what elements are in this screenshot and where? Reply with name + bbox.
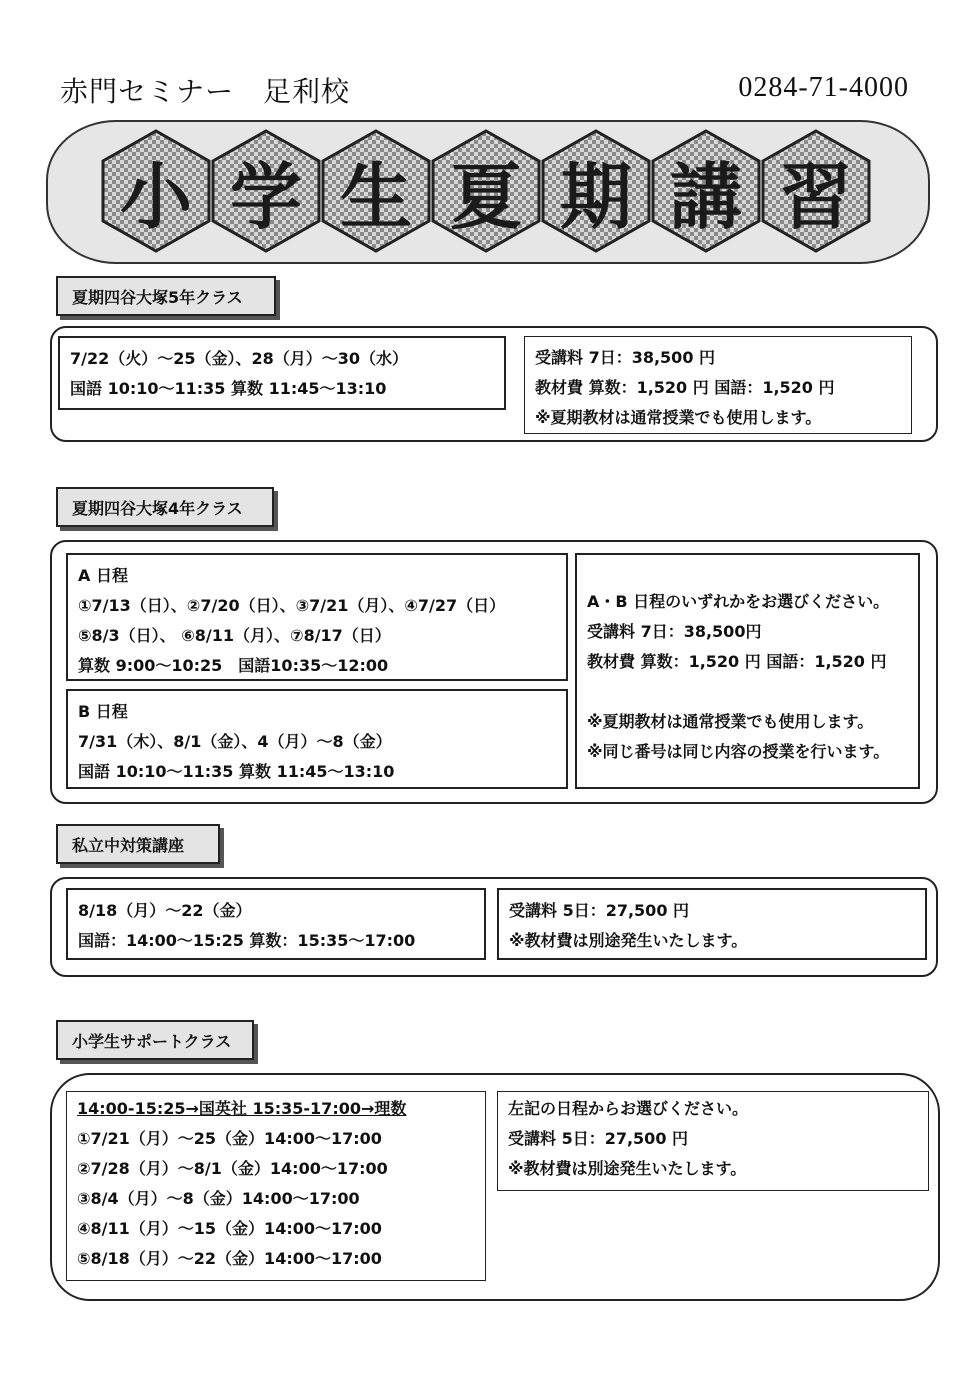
- title-hex-7: [760, 128, 872, 254]
- private-prep-schedule: [66, 888, 486, 960]
- support-schedule: [66, 1091, 486, 1281]
- grade4-a-line: 算数 9:00～10:25 国語10:35～12:00: [78, 656, 389, 675]
- section-title-grade5: 夏期四谷大塚5年クラス: [56, 276, 276, 316]
- title-hex-3: [320, 128, 432, 254]
- grade4-fee-line: A・B 日程のいずれかをお選びください。: [587, 592, 890, 611]
- private-prep-line: 8/18（月）～22（金）: [78, 901, 252, 920]
- grade4-schedule-a: [66, 553, 568, 681]
- title-char: 小: [119, 155, 192, 239]
- support-fees: [497, 1091, 929, 1191]
- grade4-a-line: ①7/13（日）、②7/20（日）、③7/21（月）、④7/27（日）: [78, 596, 506, 615]
- grade4-fee-spacer: [587, 677, 908, 707]
- title-hex-4: [430, 128, 542, 254]
- grade5-fee-line: 教材費 算数：1,520 円 国語：1,520 円: [535, 378, 835, 397]
- support-fee-line: 受講料 5日：27,500 円: [508, 1129, 689, 1148]
- support-fee-line: 左記の日程からお選びください。: [508, 1099, 749, 1118]
- title-char: 夏: [449, 155, 522, 239]
- support-line: ⑤8/18（月）～22（金）14:00～17:00: [77, 1249, 382, 1268]
- section-title-grade4: 夏期四谷大塚4年クラス: [56, 487, 274, 527]
- grade4-schedule-b: [66, 689, 568, 789]
- grade4-a-line: A 日程: [78, 566, 128, 585]
- title-char: 期: [559, 155, 632, 239]
- title-hex-5: [540, 128, 652, 254]
- private-prep-fees: [497, 888, 927, 960]
- title-char: 講: [669, 155, 742, 239]
- support-line: ①7/21（月）～25（金）14:00～17:00: [77, 1129, 382, 1148]
- school-name: 赤門セミナー 足利校: [60, 75, 351, 108]
- support-line: ④8/11（月）～15（金）14:00～17:00: [77, 1219, 382, 1238]
- title-char: 生: [339, 155, 412, 239]
- grade5-schedule-line: 国語 10:10～11:35 算数 11:45～13:10: [70, 379, 387, 398]
- grade5-schedule: [58, 336, 506, 410]
- support-line: ②7/28（月）～8/1（金）14:00～17:00: [77, 1159, 388, 1178]
- phone-number: 0284-71-4000: [738, 72, 909, 103]
- title-hex-2: [210, 128, 322, 254]
- grade4-fee-line: ※夏期教材は通常授業でも使用します。: [587, 712, 874, 731]
- grade5-fees: [524, 336, 912, 434]
- title-hex-6: [650, 128, 762, 254]
- grade4-b-line: B 日程: [78, 702, 128, 721]
- section-title-private-prep: 私立中対策講座: [56, 824, 220, 864]
- support-fee-line: ※教材費は別途発生いたします。: [508, 1159, 747, 1178]
- private-prep-fee-line: 受講料 5日：27,500 円: [509, 901, 690, 920]
- title-hexagons: [100, 128, 880, 254]
- support-subject-split: 14:00-15:25→国英社 15:35-17:00→理数: [77, 1099, 407, 1118]
- grade4-a-line: ⑤8/3（日）、 ⑥8/11（月）、⑦8/17（日）: [78, 626, 391, 645]
- grade4-fee-line: 教材費 算数：1,520 円 国語：1,520 円: [587, 652, 887, 671]
- grade4-fee-line: 受講料 7日：38,500円: [587, 622, 762, 641]
- title-char: 学: [229, 155, 302, 239]
- private-prep-line: 国語：14:00～15:25 算数：15:35～17:00: [78, 931, 416, 950]
- grade4-b-line: 7/31（木）、8/1（金）、4（月）～8（金）: [78, 732, 392, 751]
- grade5-fee-line: ※夏期教材は通常授業でも使用します。: [535, 408, 822, 427]
- private-prep-fee-line: ※教材費は別途発生いたします。: [509, 931, 748, 950]
- support-line: ③8/4（月）～8（金）14:00～17:00: [77, 1189, 360, 1208]
- grade4-fee-line: ※同じ番号は同じ内容の授業を行います。: [587, 742, 890, 761]
- grade5-schedule-line: 7/22（火）～25（金）、28（月）～30（水）: [70, 349, 409, 368]
- title-hex-1: [100, 128, 212, 254]
- grade4-fees: [575, 553, 920, 789]
- title-char: 習: [779, 155, 852, 239]
- grade4-b-line: 国語 10:10～11:35 算数 11:45～13:10: [78, 762, 395, 781]
- grade5-fee-line: 受講料 7日：38,500 円: [535, 348, 716, 367]
- section-title-support: 小学生サポートクラス: [56, 1020, 254, 1060]
